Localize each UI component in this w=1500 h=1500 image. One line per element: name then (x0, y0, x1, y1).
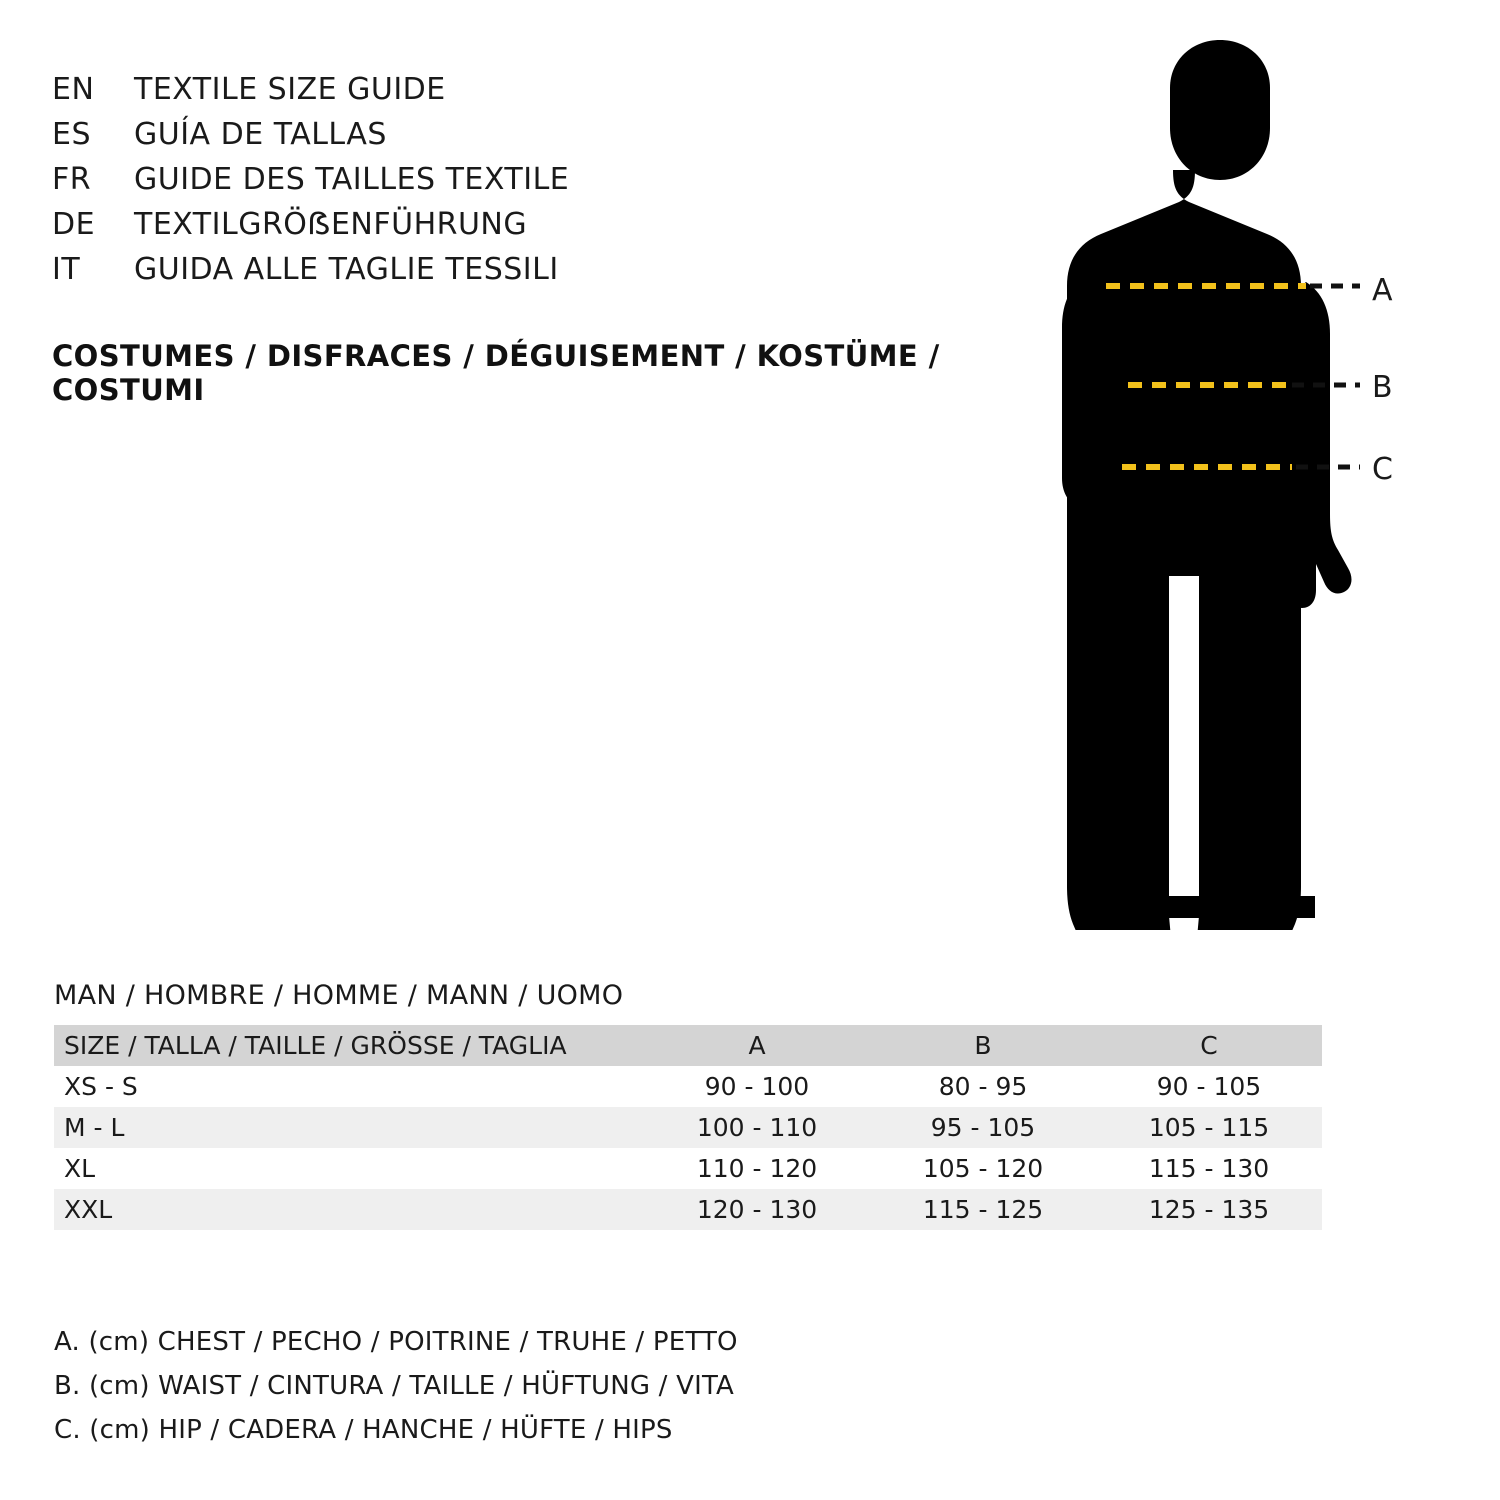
cell-a: 120 - 130 (696, 1195, 818, 1224)
table-row (54, 1189, 1322, 1230)
language-title: GUIDA ALLE TAGLIE TESSILI (134, 252, 559, 287)
cell-a: 90 - 100 (704, 1072, 810, 1101)
language-row (52, 252, 1032, 297)
language-title: TEXTILGRÖẞENFÜHRUNG (134, 207, 528, 242)
language-header-block (52, 72, 1032, 407)
language-code: DE (52, 207, 96, 242)
legend-line-a: A. (cm) CHEST / PECHO / POITRINE / TRUHE / PETTO (54, 1327, 738, 1357)
cell-size: XXL (64, 1195, 113, 1224)
language-row (52, 207, 1032, 252)
language-title: TEXTILE SIZE GUIDE (134, 72, 446, 107)
cell-size: XS - S (64, 1072, 138, 1101)
table-row (54, 1107, 1322, 1148)
language-code: IT (52, 252, 81, 287)
language-title: GUÍA DE TALLAS (134, 117, 387, 152)
cell-a: 100 - 110 (696, 1113, 818, 1142)
cell-a: 110 - 120 (696, 1154, 818, 1183)
table-row (54, 1066, 1322, 1107)
table-header-a: A (748, 1031, 766, 1060)
legend-line-c: C. (cm) HIP / CADERA / HANCHE / HÜFTE / HIPS (54, 1415, 673, 1445)
cell-b: 115 - 125 (922, 1195, 1044, 1224)
language-row (52, 117, 1032, 162)
measurement-legend (54, 1320, 1254, 1452)
cell-b: 105 - 120 (922, 1154, 1044, 1183)
cell-c: 105 - 115 (1148, 1113, 1270, 1142)
table-header-row (54, 1025, 1322, 1066)
category-line: COSTUMES / DISFRACES / DÉGUISEMENT / KOSTÜME / COSTUMI (52, 339, 940, 407)
marker-label-a: A (1372, 273, 1393, 308)
cell-size: XL (64, 1154, 96, 1183)
marker-label-c: C (1372, 452, 1393, 487)
table-title: MAN / HOMBRE / HOMME / MANN / UOMO (54, 980, 624, 1011)
table-row (54, 1148, 1322, 1189)
language-code: ES (52, 117, 91, 152)
size-table (54, 1025, 1322, 1230)
cell-c: 125 - 135 (1148, 1195, 1270, 1224)
cell-b: 95 - 105 (930, 1113, 1036, 1142)
table-header-b: B (974, 1031, 992, 1060)
language-code: FR (52, 162, 92, 197)
legend-line-b: B. (cm) WAIST / CINTURA / TAILLE / HÜFTUNG / VITA (54, 1371, 735, 1401)
cell-size: M - L (64, 1113, 125, 1142)
cell-c: 115 - 130 (1148, 1154, 1270, 1183)
body-figure (1020, 30, 1440, 930)
marker-label-b: B (1372, 370, 1393, 405)
language-row (52, 162, 1032, 207)
language-code: EN (52, 72, 95, 107)
language-row (52, 72, 1032, 117)
size-table-section (54, 980, 1314, 1230)
table-header-size: SIZE / TALLA / TAILLE / GRÖSSE / TAGLIA (64, 1031, 567, 1060)
language-title: GUIDE DES TAILLES TEXTILE (134, 162, 570, 197)
cell-c: 90 - 105 (1156, 1072, 1262, 1101)
table-header-c: C (1200, 1031, 1218, 1060)
cell-b: 80 - 95 (938, 1072, 1028, 1101)
